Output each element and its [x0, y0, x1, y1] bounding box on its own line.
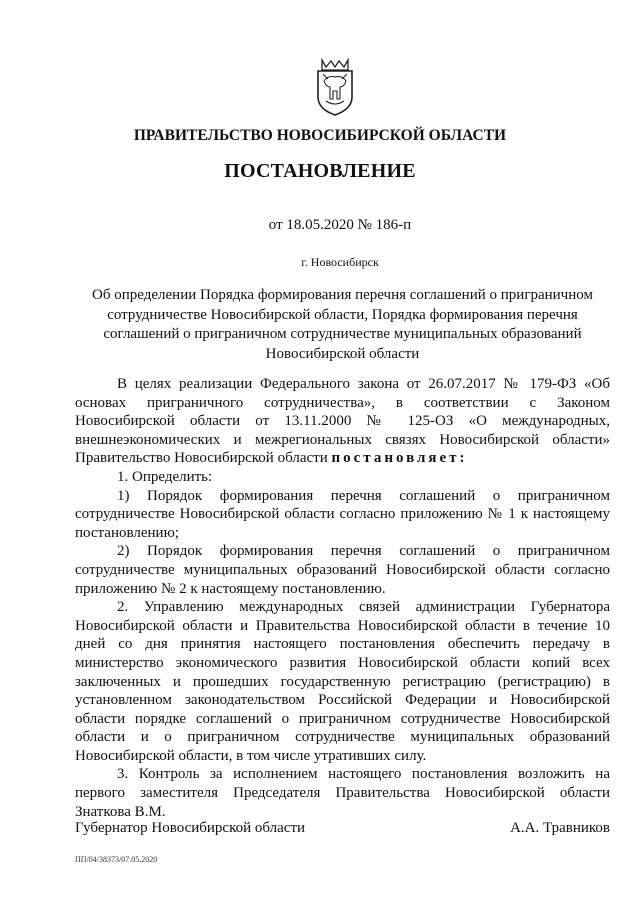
subject-line: Об определении Порядка формирования перечня соглашений о приграничном: [92, 287, 593, 303]
subject-line: сотрудничестве Новосибирской области, Порядка формирования перечня: [107, 306, 578, 323]
subject-line: соглашений о приграничном сотрудничестве муниципальных образований: [103, 326, 582, 342]
intro-paragraph: [75, 375, 610, 468]
clause-2: 2. Управлению международных связей администрации Губернатора Новосибирской области и Правительства Новосибирской области в течение 10 дней со дня принятия настоящего постановления обеспечить передачу в министерство экономического развития Новосибирской области копий всех заключенных и прошедших государственную регистрацию (регистрацию) в установленном законодательством Российской Федерации и Новосибирской области порядке соглашений о приграничном сотрудничестве Новосибирской области и о приграничном сотрудничестве муниципальных образований Новосибирской области, в том числе утративших силу.: [75, 599, 610, 764]
government-title: ПРАВИТЕЛЬСТВО НОВОСИБИРСКОЙ ОБЛАСТИ: [133, 127, 507, 144]
clause-1-1: 1) Порядок формирования перечня соглашений о приграничном сотрудничестве Новосибирской области согласно приложению № 1 к настоящему постановлению;: [75, 487, 610, 541]
document-body: [75, 375, 610, 821]
document-code: ПП/04/38373/07.05.2020: [75, 855, 158, 864]
city-line: г. Новосибирск: [301, 255, 379, 269]
document-subject: [75, 286, 610, 364]
intro-text: В целях реализации Федерального закона от 26.07.2017 № 179-ФЗ «Об основах приграничного сотрудничества», в соответствии с Законом Новосибирской области от 13.11.2000 № 125-ОЗ «О международных, внешнеэкономических и межрегиональных связях Новосибирской области» Правительство Новосибирской области: [75, 376, 610, 467]
subject-line: Новосибирской области: [265, 345, 420, 362]
signatory-role: Губернатор Новосибирской области: [75, 820, 306, 836]
resolves-word: постановляет:: [331, 450, 468, 467]
document-type-title: ПОСТАНОВЛЕНИЕ: [224, 160, 416, 182]
clause-1: 1. Определить:: [117, 468, 213, 485]
clause-1-2: 2) Порядок формирования перечня соглашений о приграничном сотрудничестве муниципальных образований Новосибирской области согласно приложению № 2 к настоящему постановлению.: [75, 543, 610, 597]
clause-3: 3. Контроль за исполнением настоящего постановления возложить на первого заместителя Председателя Правительства Новосибирской области Знаткова В.М.: [75, 766, 610, 820]
date-number-line: от 18.05.2020 № 186-п: [268, 217, 412, 233]
coat-of-arms-emblem: [314, 57, 356, 117]
signatory-name: А.А. Травников: [510, 820, 610, 836]
